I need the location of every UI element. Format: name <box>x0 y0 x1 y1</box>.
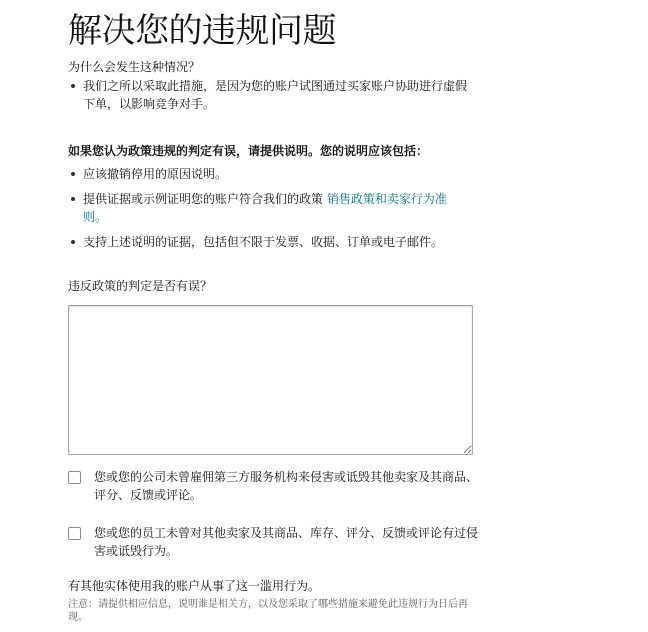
checkbox-row-no-employee-abuse <box>68 524 478 560</box>
page-title: 解决您的违规问题 <box>68 11 336 51</box>
list-item: 我们之所以采取此措施，是因为您的账户试图通过买家账户协助进行虚假下单，以影响竞争对手。 <box>68 77 468 113</box>
no-employee-abuse-checkbox[interactable] <box>68 527 81 540</box>
explanation-textarea[interactable] <box>68 305 473 455</box>
list-item: 应该撤销停用的原因说明。 <box>68 165 468 183</box>
checkbox-label: 您或您的员工未曾对其他卖家及其商品、库存、评分、反馈或评论有过侵害或诋毁行为。 <box>94 526 479 558</box>
seller-policy-link[interactable]: 销售政策和卖家行为准则。 <box>83 192 447 224</box>
checkbox-label: 您或您的公司未曾雇佣第三方服务机构来侵害或诋毁其他卖家及其商品、评分、反馈或评论。 <box>94 470 479 502</box>
note-text: 注意：请提供相应信息，说明谁是相关方，以及您采取了哪些措施来避免此违规行为日后再现。 <box>68 599 468 623</box>
no-third-party-checkbox[interactable] <box>68 471 81 484</box>
explanation-requirements-list <box>68 165 468 258</box>
other-entity-label: 有其他实体使用我的账户从事了这一滥用行为。 <box>68 579 321 593</box>
checkbox-row-no-third-party <box>68 468 478 504</box>
why-heading: 为什么会发生这种情况？ <box>68 60 201 74</box>
list-item <box>68 190 468 226</box>
explanation-heading: 如果您认为政策违规的判定有误，请提供说明。您的说明应该包括： <box>68 144 429 158</box>
list-item: 支持上述说明的证据，包括但不限于发票、收据、订单或电子邮件。 <box>68 233 468 251</box>
list-item-text: 提供证据或示例证明您的账户符合我们的政策 <box>83 192 327 206</box>
question-label: 违反政策的判定是否有误？ <box>68 279 213 293</box>
reason-list <box>68 77 468 113</box>
